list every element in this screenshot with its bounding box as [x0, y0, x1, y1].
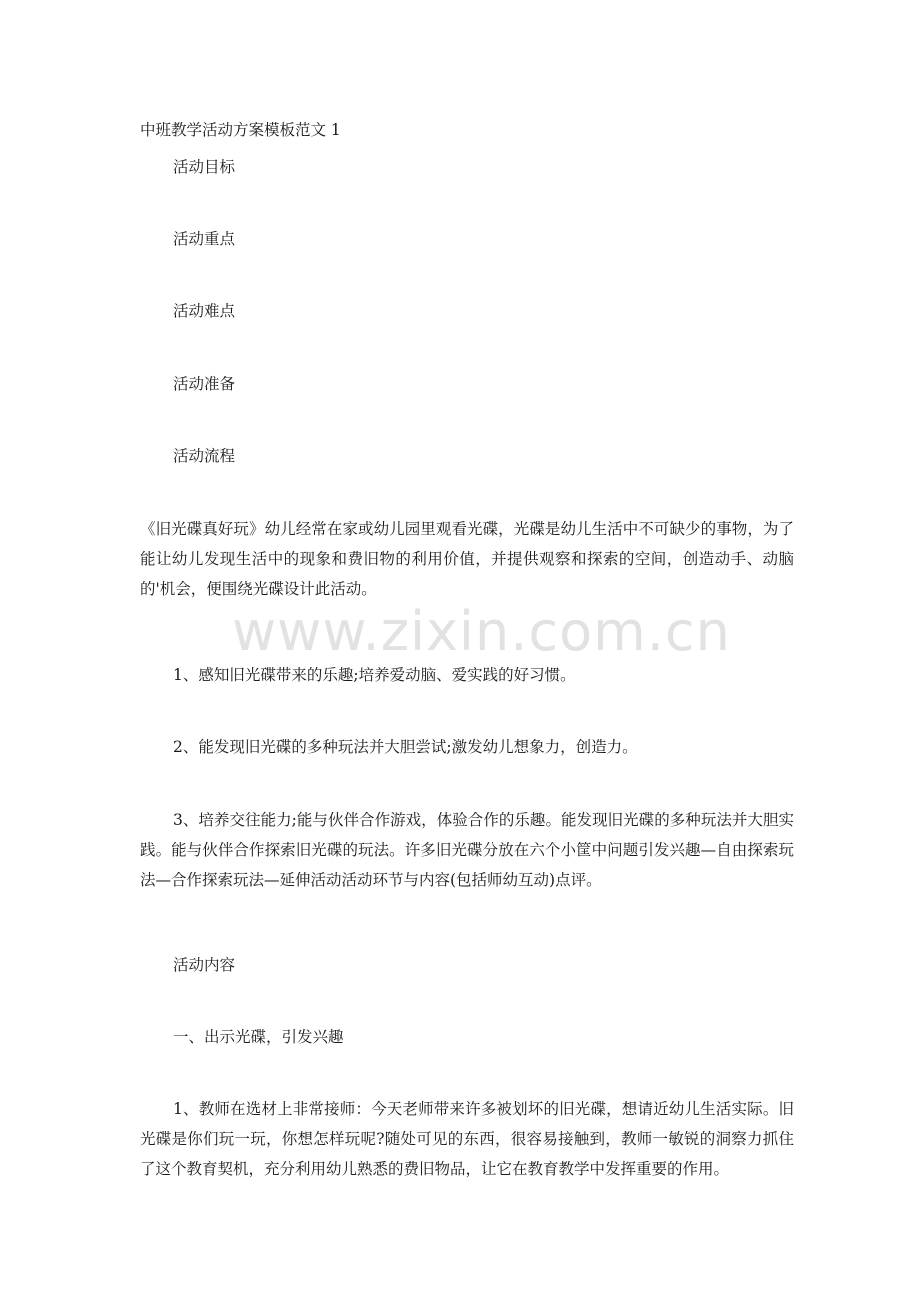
step-one-heading: 一、出示光碟，引发兴趣 [173, 1028, 344, 1046]
step-one-detail: 1、教师在选材上非常接师：今天老师带来许多被划坏的旧光碟，想请近幼儿生活实际。旧光碟是你们玩一玩，你想怎样玩呢?随处可见的东西，很容易接触到，教师一敏锐的洞察力抓住了这个教育契机，充分利用幼儿熟悉的费旧物品，让它在教育教学中发挥重要的作用。 [140, 1100, 794, 1178]
heading-focus: 活动重点 [173, 230, 236, 248]
heading-content: 活动内容 [173, 956, 236, 974]
intro-paragraph: 《旧光碟真好玩》幼儿经常在家或幼儿园里观看光碟，光碟是幼儿生活中不可缺少的事物，为了能让幼儿发现生活中的现象和费旧物的利用价值，并提供观察和探索的空间，创造动手、动脑的'机会，便围绕光碟设计此活动。 [140, 520, 794, 598]
heading-difficulty: 活动难点 [173, 302, 236, 320]
list-item: 3、培养交往能力;能与伙伴合作游戏，体验合作的乐趣。能发现旧光碟的多种玩法并大胆实践。能与伙伴合作探索旧光碟的玩法。许多旧光碟分放在六个小筐中问题引发兴趣—自由探索玩法—合作探索玩法—延伸活动活动环节与内容(包括师幼互动)点评。 [140, 811, 794, 889]
heading-goal: 活动目标 [173, 158, 236, 176]
list-item: 1、感知旧光碟带来的乐趣;培养爱动脑、爱实践的好习惯。 [173, 666, 576, 684]
watermark: www.zixin.com.cn [232, 600, 731, 663]
heading-process: 活动流程 [173, 447, 236, 465]
heading-preparation: 活动准备 [173, 375, 236, 393]
document-title: 中班教学活动方案模板范文 1 [140, 121, 341, 139]
list-item: 2、能发现旧光碟的多种玩法并大胆尝试;激发幼儿想象力，创造力。 [173, 738, 638, 756]
